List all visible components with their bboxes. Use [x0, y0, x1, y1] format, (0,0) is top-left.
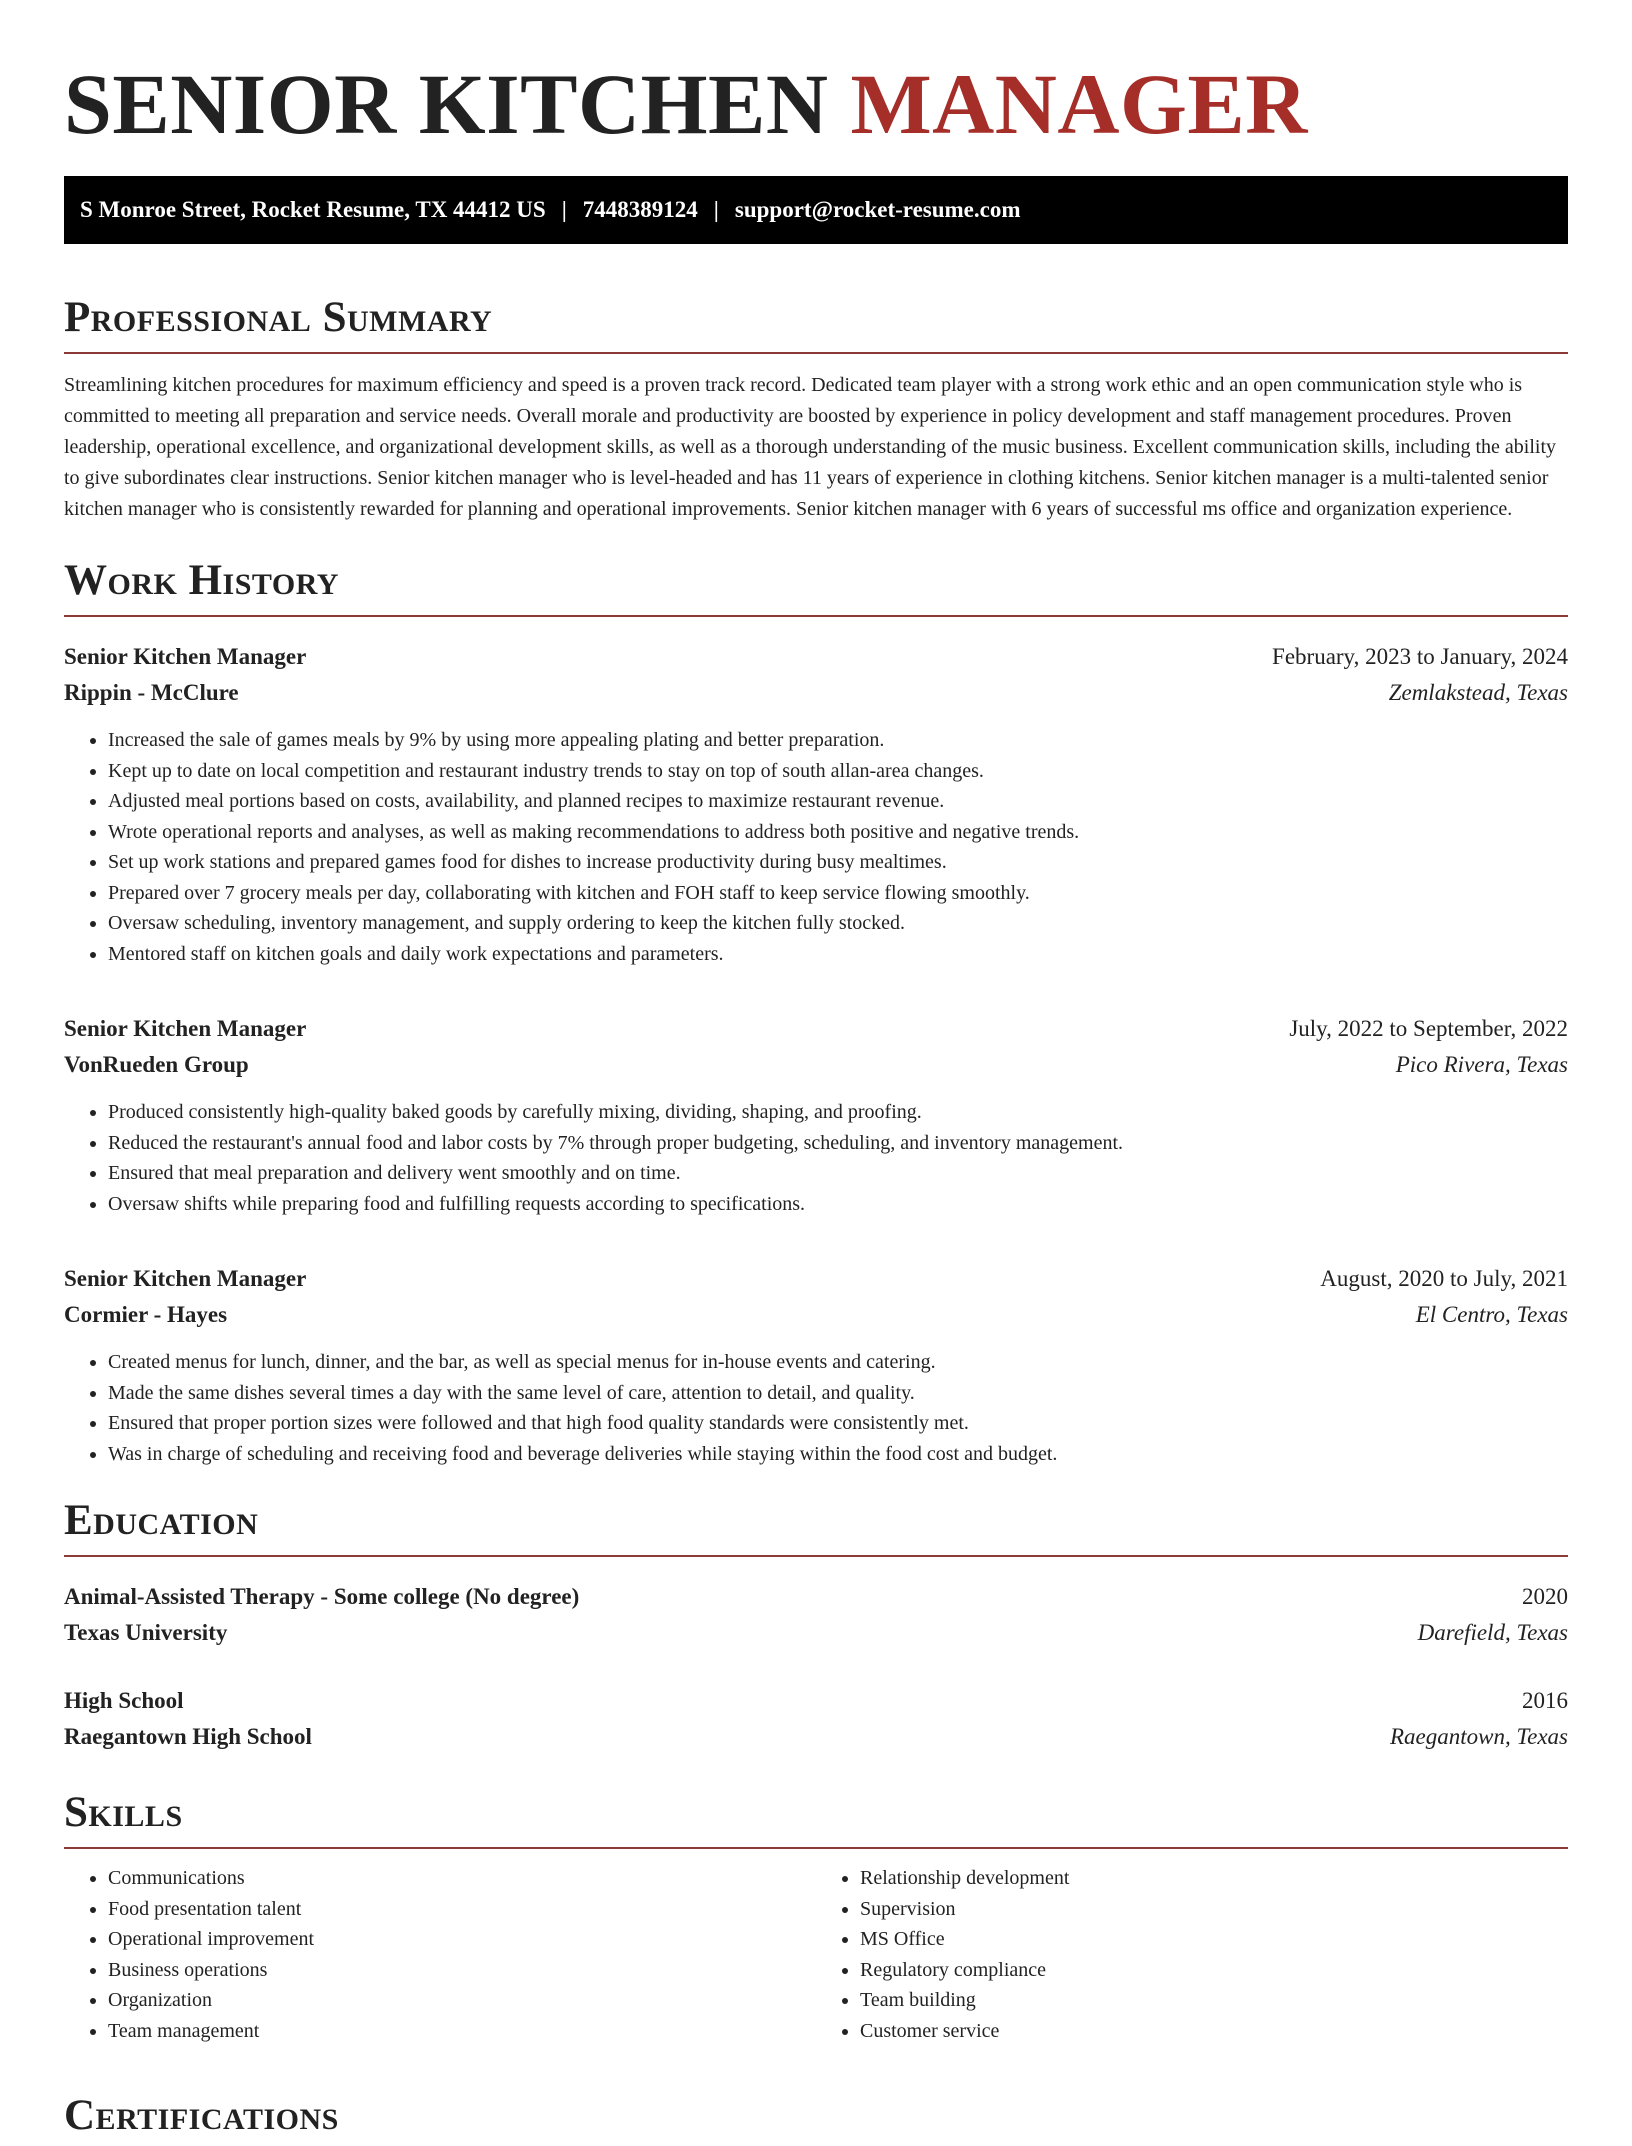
education-degree: High School	[64, 1688, 184, 1713]
skill-item: • Relationship development	[860, 1863, 1568, 1894]
skill-item: • Communications	[108, 1863, 816, 1894]
education-year: 2020	[1522, 1584, 1568, 1609]
job-dates: February, 2023 to January, 2024	[1272, 644, 1568, 669]
job-bullet: • Ensured that proper portion sizes were followed and that high food quality standards were consistently met.	[108, 1408, 1568, 1439]
section-title-summary: Professional Summary	[64, 294, 493, 341]
job-title: Senior Kitchen Manager	[64, 644, 307, 669]
job-bullet: • Created menus for lunch, dinner, and the bar, as well as special menus for in-house events and catering.	[108, 1347, 1568, 1378]
skill-item: • Food presentation talent	[108, 1894, 816, 1925]
job-dates: August, 2020 to July, 2021	[1320, 1266, 1568, 1291]
section-title-skills: Skills	[64, 1789, 183, 1836]
section-title-education: Education	[64, 1497, 259, 1544]
job-bullet: • Oversaw scheduling, inventory management, and supply ordering to keep the kitchen fully stocked.	[108, 908, 1568, 939]
job-bullet: • Ensured that meal preparation and delivery went smoothly and on time.	[108, 1158, 1568, 1189]
job-title: Senior Kitchen Manager	[64, 1016, 307, 1041]
job-bullet: • Wrote operational reports and analyses, as well as making recommendations to address both positive and negative trends.	[108, 817, 1568, 848]
name-last: MANAGER	[850, 56, 1308, 152]
work-history-section	[64, 551, 1568, 1469]
section-divider	[64, 615, 1568, 617]
job-bullet: • Mentored staff on kitchen goals and daily work expectations and parameters.	[108, 939, 1568, 970]
name-first: SENIOR KITCHEN	[64, 56, 829, 152]
job-bullet-list	[64, 725, 1568, 969]
contact-separator: |	[713, 197, 719, 222]
summary-section	[64, 288, 1568, 525]
job-bullet-list	[64, 1097, 1568, 1219]
job-dates: July, 2022 to September, 2022	[1289, 1016, 1568, 1041]
job-bullet: • Reduced the restaurant's annual food and labor costs by 7% through proper budgeting, scheduling, and inventory management.	[108, 1128, 1568, 1159]
contact-separator: |	[561, 197, 567, 222]
skill-item: • Supervision	[860, 1894, 1568, 1925]
education-location: Raegantown, Texas	[1389, 1724, 1568, 1749]
contact-email: support@rocket-resume.com	[734, 197, 1021, 222]
next-section-cut-off	[64, 2086, 1568, 2146]
job-bullet: • Set up work stations and prepared games food for dishes to increase productivity during busy mealtimes.	[108, 847, 1568, 878]
education-entry	[64, 1579, 1568, 1651]
job-bullet: • Adjusted meal portions based on costs, availability, and planned recipes to maximize restaurant revenue.	[108, 786, 1568, 817]
skill-item: • Team management	[108, 2016, 816, 2047]
section-divider	[64, 1555, 1568, 1557]
education-school: Raegantown High School	[64, 1724, 312, 1749]
education-school: Texas University	[64, 1620, 228, 1645]
skill-item: • Business operations	[108, 1955, 816, 1986]
education-degree: Animal-Assisted Therapy - Some college (No degree)	[64, 1584, 580, 1609]
job-bullet: • Was in charge of scheduling and receiving food and beverage deliveries while staying within the food cost and budget.	[108, 1439, 1568, 1470]
job-bullet-list	[64, 1347, 1568, 1469]
job-bullet: • Prepared over 7 grocery meals per day, collaborating with kitchen and FOH staff to keep service flowing smoothly.	[108, 878, 1568, 909]
job-bullet: • Oversaw shifts while preparing food and fulfilling requests according to specifications.	[108, 1189, 1568, 1220]
job-company: VonRueden Group	[64, 1052, 249, 1077]
skills-list-right	[816, 1863, 1568, 2046]
job-location: Zemlakstead, Texas	[1388, 680, 1568, 705]
skill-item: • MS Office	[860, 1924, 1568, 1955]
job-title: Senior Kitchen Manager	[64, 1266, 307, 1291]
skill-item: • Team building	[860, 1985, 1568, 2016]
education-entry	[64, 1683, 1568, 1755]
skill-item: • Organization	[108, 1985, 816, 2016]
job-entry	[64, 1261, 1568, 1469]
section-title-work-history: Work History	[64, 557, 339, 604]
skills-list-left	[64, 1863, 816, 2046]
summary-text: Streamlining kitchen procedures for maximum efficiency and speed is a proven track record. Dedicated team player with a strong work ethic and an open communication style who is committed to meeting all preparation and service needs. Overall morale and productivity are boosted by experience in policy development and staff management procedures. Proven leadership, operational excellence, and organizational development skills, as well as a thorough understanding of the music business. Excellent communication skills, including the ability to give subordinates clear instructions. Senior kitchen manager who is level-headed and has 11 years of experience in clothing kitchens. Senior kitchen manager is a multi-talented senior kitchen manager who is consistently rewarded for planning and operational improvements. Senior kitchen manager with 6 years of successful ms office and organization experience.	[64, 374, 1557, 520]
job-bullet: • Produced consistently high-quality baked goods by carefully mixing, dividing, shaping, and proofing.	[108, 1097, 1568, 1128]
job-location: Pico Rivera, Texas	[1395, 1052, 1568, 1077]
job-location: El Centro, Texas	[1415, 1302, 1568, 1327]
education-section	[64, 1491, 1568, 1755]
skill-item: • Regulatory compliance	[860, 1955, 1568, 1986]
section-divider	[64, 1847, 1568, 1849]
job-company: Cormier - Hayes	[64, 1302, 228, 1327]
job-bullet: • Made the same dishes several times a day with the same level of care, attention to detail, and quality.	[108, 1378, 1568, 1409]
contact-bar	[64, 176, 1568, 244]
job-entry	[64, 639, 1568, 969]
skill-item: • Operational improvement	[108, 1924, 816, 1955]
contact-phone: 7448389124	[582, 197, 698, 222]
section-title-next: Certifications	[64, 2092, 339, 2139]
skills-columns	[64, 1863, 1568, 2046]
section-divider	[64, 352, 1568, 354]
contact-address: S Monroe Street, Rocket Resume, TX 44412 US	[80, 197, 546, 222]
education-year: 2016	[1522, 1688, 1568, 1713]
education-location: Darefield, Texas	[1417, 1620, 1568, 1645]
job-company: Rippin - McClure	[64, 680, 239, 705]
job-bullet: • Increased the sale of games meals by 9% by using more appealing plating and better preparation.	[108, 725, 1568, 756]
skill-item: • Customer service	[860, 2016, 1568, 2047]
job-entry	[64, 1011, 1568, 1219]
resume-name-heading	[64, 46, 1568, 162]
job-bullet: • Kept up to date on local competition and restaurant industry trends to stay on top of south allan-area changes.	[108, 756, 1568, 787]
skills-section	[64, 1783, 1568, 2046]
